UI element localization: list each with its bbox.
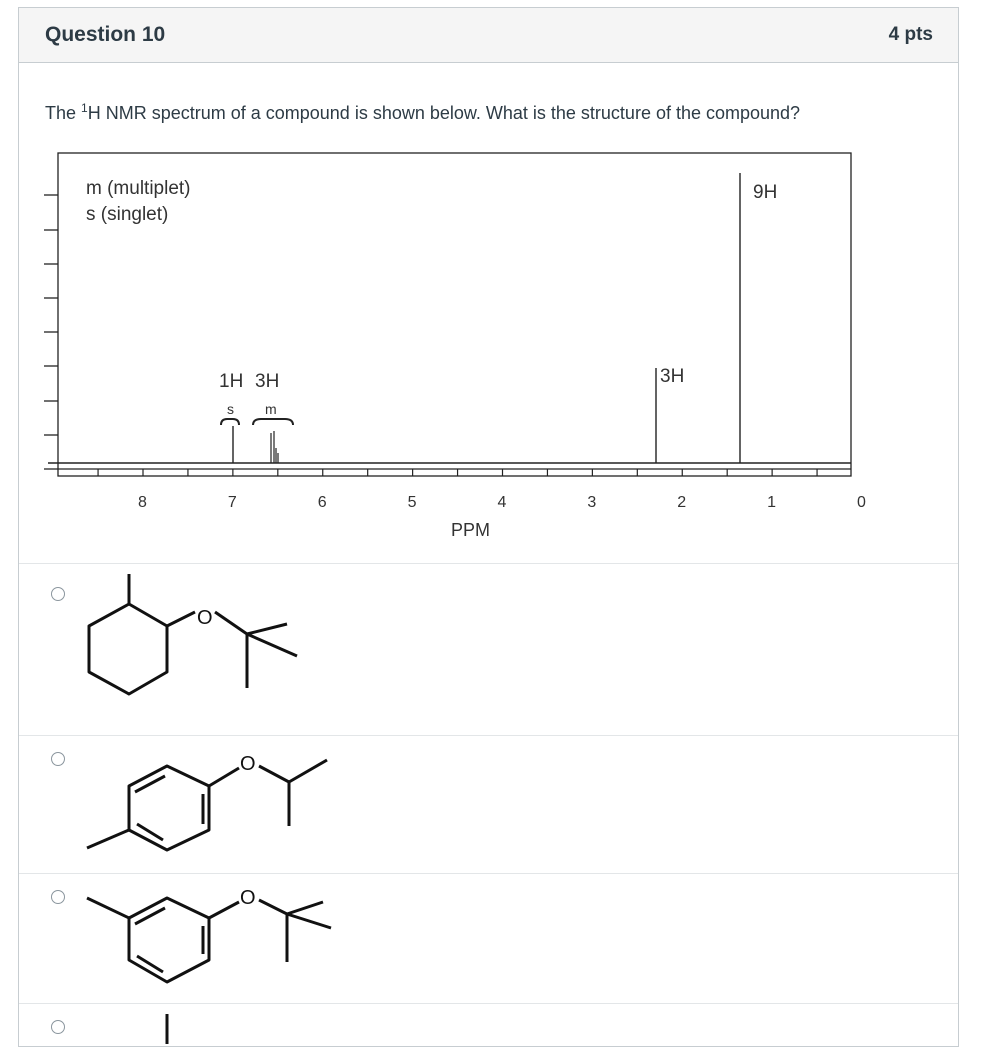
question-points: 4 pts: [888, 24, 933, 45]
question-card: [18, 7, 959, 1047]
answer-option-4[interactable]: [19, 1003, 958, 1044]
integration-ticks: [44, 195, 58, 469]
answer-option-1[interactable]: [19, 563, 958, 734]
peak-multiplet-6-7: [271, 431, 278, 463]
structure-m-tolyl-tert-butyl-ether: [19, 874, 419, 1012]
peak-label-3h: 3H: [660, 366, 685, 387]
spectrum-frame: [58, 153, 851, 476]
answer-option-2[interactable]: [19, 735, 958, 874]
x-axis-label: PPM: [451, 520, 491, 540]
x-tick-label: 6: [317, 494, 327, 511]
x-tick-label: 7: [227, 494, 237, 511]
x-axis-ticks: [98, 469, 866, 511]
question-title: Question 10: [45, 23, 166, 46]
question-header: [19, 8, 958, 63]
legend-singlet: s (singlet): [86, 204, 169, 225]
atom-o-3: O: [240, 887, 256, 909]
question-text-after: H NMR spectrum of a compound is shown below. What is the structure of the compound?: [87, 103, 801, 123]
peak-label-1h: 1H: [219, 371, 244, 392]
x-tick-label: 2: [677, 494, 687, 511]
x-tick-label: 4: [497, 494, 507, 511]
x-tick-label: 3: [587, 494, 597, 511]
structure-cyclohexyl-ether: [19, 564, 419, 734]
x-tick-label: 0: [857, 494, 866, 511]
question-text-superscript: 1: [81, 101, 88, 115]
bracket-s: [221, 419, 239, 425]
nmr-spectrum: [43, 148, 866, 548]
x-tick-label: 8: [138, 494, 147, 511]
structure-option-4-partial: [19, 1004, 419, 1044]
peak-label-9h: 9H: [753, 182, 778, 203]
structure-p-tolyl-isopropyl-ether: [19, 736, 419, 874]
bracket-m: [253, 419, 293, 425]
atom-o-2: O: [240, 753, 256, 775]
peak-label-3h-aromatic: 3H: [255, 371, 280, 392]
legend-multiplet: m (multiplet): [86, 178, 191, 199]
question-text-before: The: [45, 103, 82, 123]
x-tick-label: 1: [767, 494, 777, 511]
question-text: [45, 101, 800, 124]
answer-option-3[interactable]: [19, 873, 958, 1012]
x-tick-label: 5: [407, 494, 417, 511]
atom-o-1: O: [197, 607, 213, 629]
mult-label-s: s: [227, 401, 234, 417]
mult-label-m: m: [265, 401, 277, 417]
